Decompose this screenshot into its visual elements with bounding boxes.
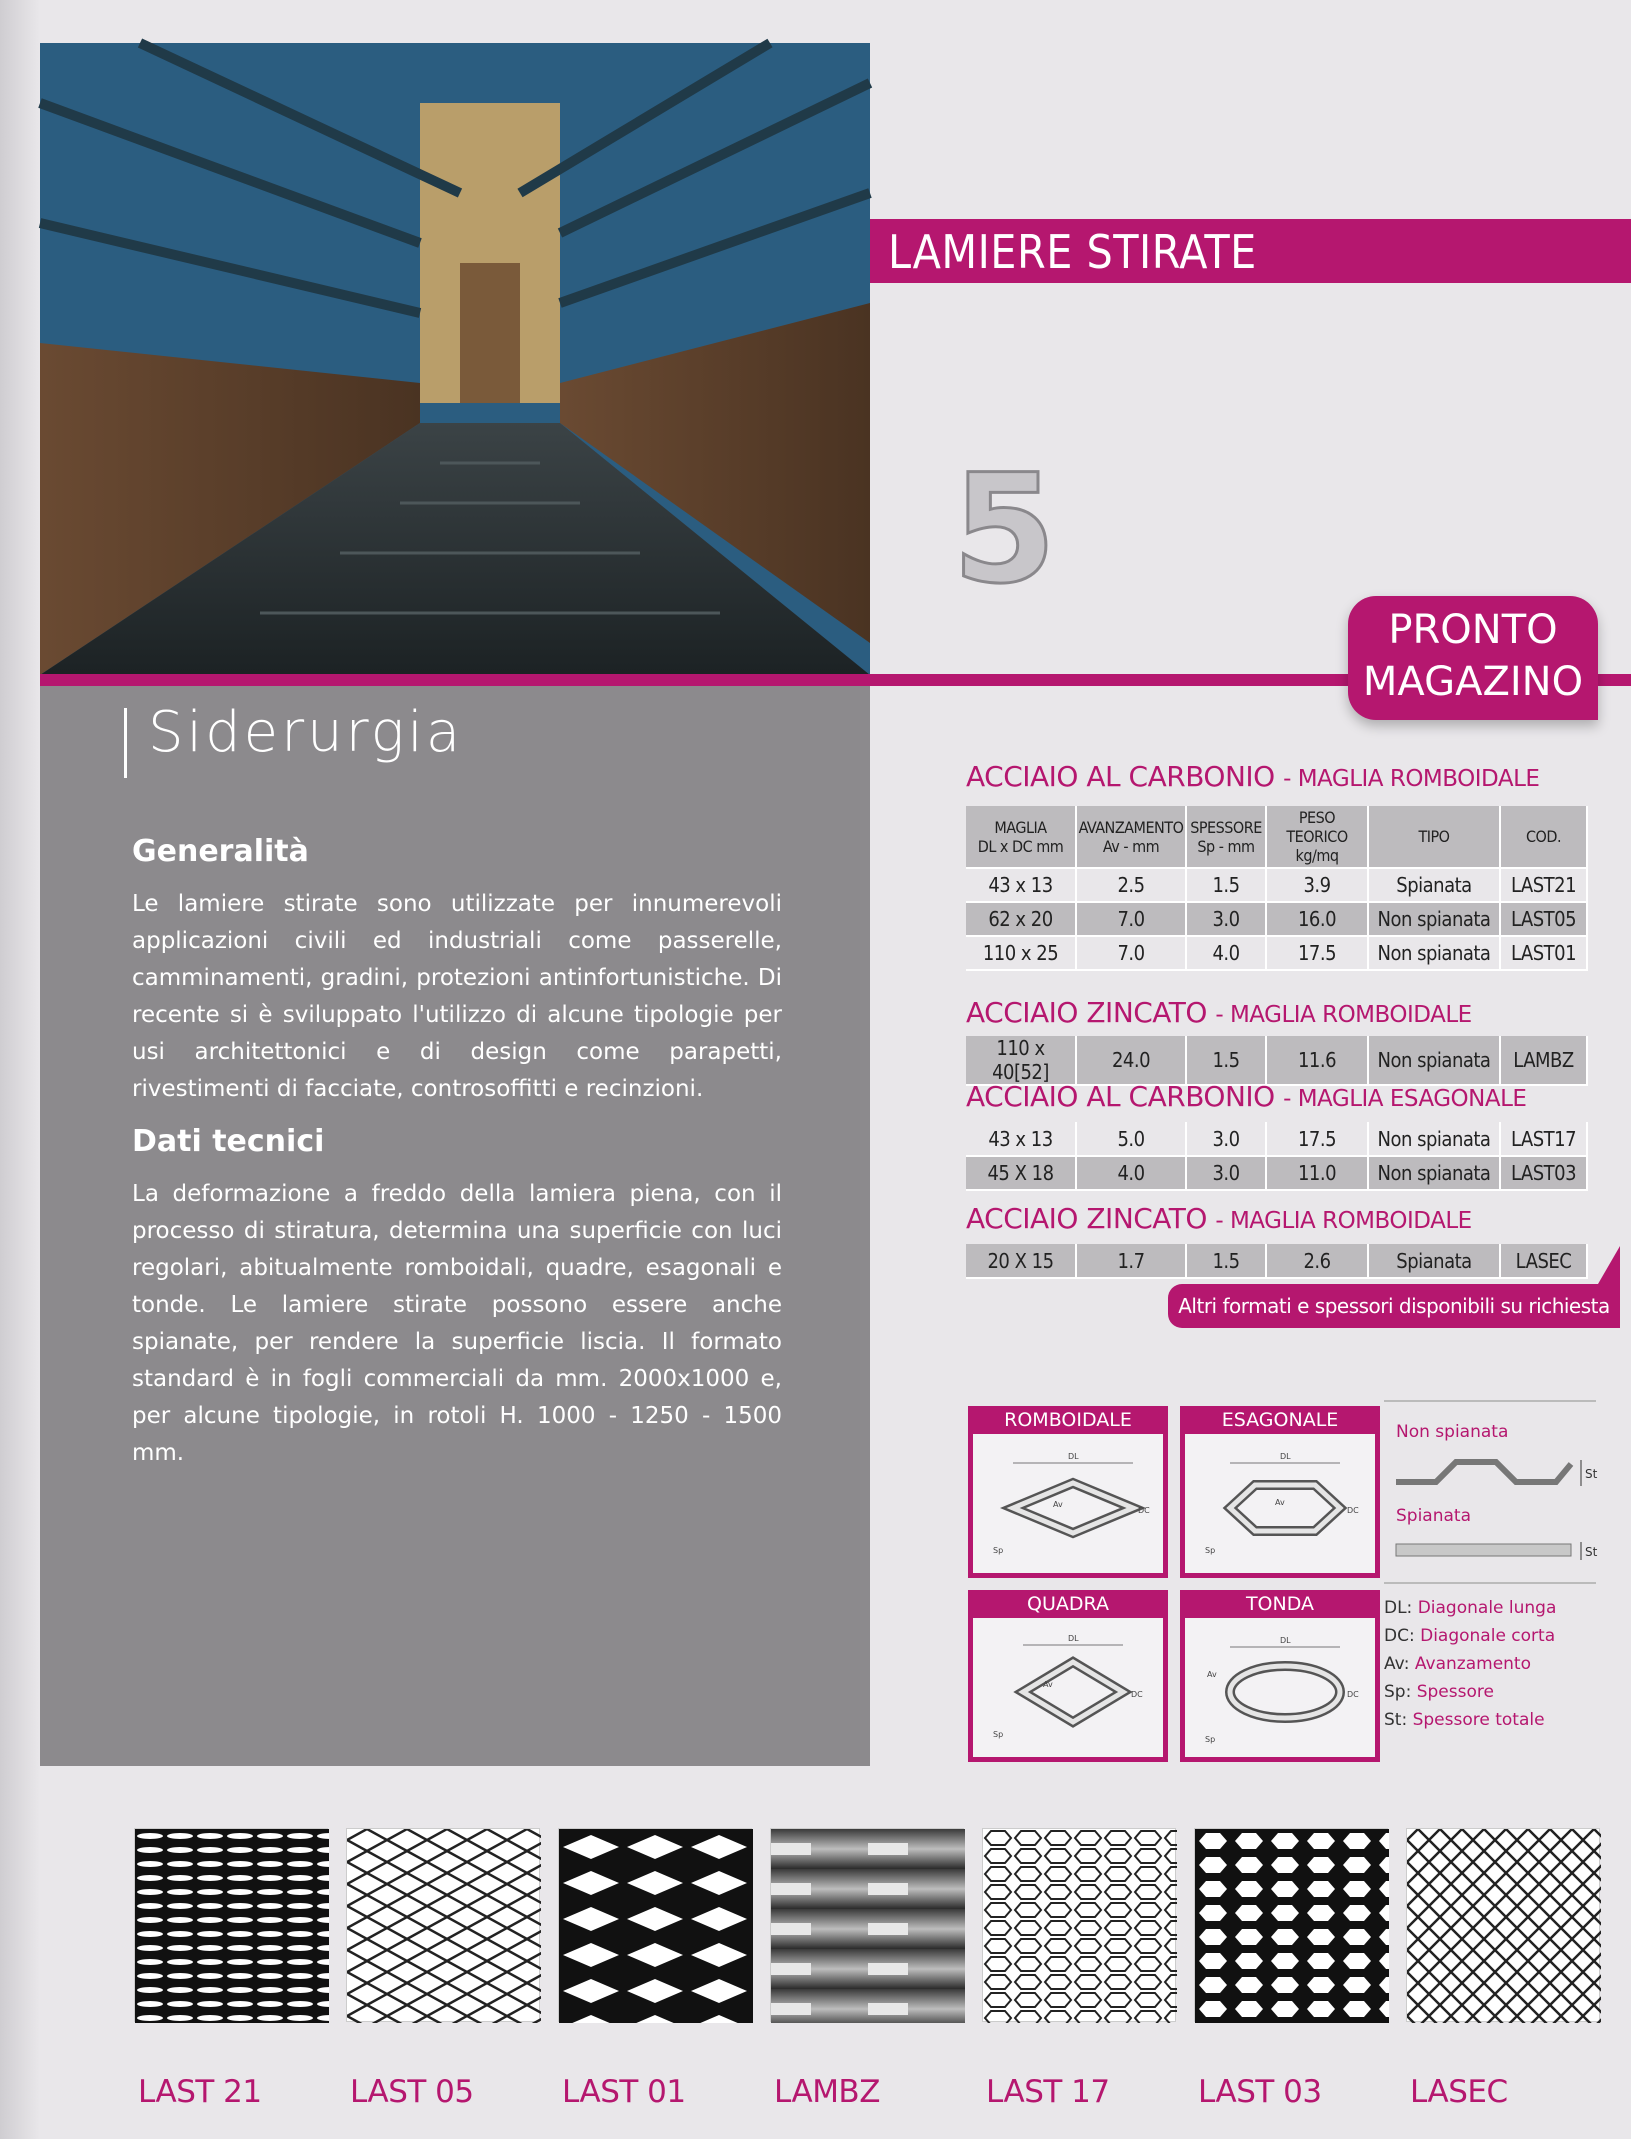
tonda-mesh-icon bbox=[1195, 1627, 1375, 1757]
dc-label: DC bbox=[1347, 1506, 1359, 1515]
col-av-l2: Av - mm bbox=[1102, 836, 1160, 856]
cell-av: 7.0 bbox=[1076, 936, 1186, 970]
col-avanzamento bbox=[1076, 806, 1186, 868]
dl-label: DL bbox=[1068, 1452, 1079, 1461]
col-peso-l2: kg/mq bbox=[1295, 846, 1339, 865]
swatch-label: LASEC bbox=[1410, 2074, 1508, 2110]
dl-label: DL bbox=[1068, 1634, 1079, 1643]
esagonale-mesh-icon bbox=[1195, 1443, 1375, 1573]
legend-text: Diagonale lunga bbox=[1417, 1598, 1557, 1618]
cell-tipo: Non spianata bbox=[1368, 1036, 1500, 1085]
table1-title-sub: - MAGLIA ROMBOIDALE bbox=[1283, 766, 1540, 792]
cell-peso: 17.5 bbox=[1266, 1122, 1368, 1156]
cell-maglia: 43 x 13 bbox=[966, 1122, 1076, 1156]
cell-peso: 17.5 bbox=[1266, 936, 1368, 970]
last01-mesh-icon bbox=[559, 1829, 753, 2023]
table2-title-sub: - MAGLIA ROMBOIDALE bbox=[1215, 1002, 1472, 1028]
cell-maglia: 45 X 18 bbox=[966, 1156, 1076, 1190]
last05-mesh-icon bbox=[347, 1829, 541, 2023]
page-edge bbox=[0, 0, 40, 2139]
chapter-title-band bbox=[870, 219, 1631, 283]
cell-maglia: 43 x 13 bbox=[966, 868, 1076, 902]
cell-cod: LAST03 bbox=[1500, 1156, 1587, 1190]
legend-text: Avanzamento bbox=[1414, 1654, 1531, 1674]
table1-title bbox=[966, 760, 1539, 793]
cell-av: 4.0 bbox=[1076, 1156, 1186, 1190]
table-row bbox=[966, 1156, 1587, 1190]
abbreviation-legend bbox=[1384, 1594, 1596, 1764]
legend-item bbox=[1384, 1678, 1596, 1706]
cell-sp: 3.0 bbox=[1186, 1122, 1266, 1156]
table-row bbox=[966, 1244, 1587, 1278]
cell-tipo: Spianata bbox=[1368, 868, 1500, 902]
cell-tipo: Non spianata bbox=[1368, 936, 1500, 970]
availability-note: Altri formati e spessori disponibili su richiesta bbox=[1168, 1284, 1620, 1328]
table2-title-main: ACCIAIO ZINCATO bbox=[966, 996, 1207, 1029]
col-peso-l1: PESO TEORICO bbox=[1286, 808, 1348, 846]
heading-dati-tecnici: Dati tecnici bbox=[132, 1124, 325, 1159]
swatch-label: LAST 21 bbox=[138, 2074, 262, 2110]
cell-sp: 1.5 bbox=[1186, 1036, 1266, 1085]
badge-line2: MAGAZINO bbox=[1362, 659, 1584, 705]
table2 bbox=[966, 1036, 1588, 1086]
diagram-romboidale-label: ROMBOIDALE bbox=[968, 1406, 1168, 1434]
section-title-text: Siderurgia bbox=[148, 700, 464, 765]
dc-label: DC bbox=[1131, 1690, 1143, 1699]
dl-label: DL bbox=[1280, 1636, 1291, 1645]
legend-text: Spessore bbox=[1416, 1682, 1494, 1702]
cell-cod: LAST17 bbox=[1500, 1122, 1587, 1156]
non-spianata-label: Non spianata bbox=[1396, 1422, 1509, 1442]
paragraph-dati-tecnici: La deformazione a freddo della lamiera piena, con il processo di stiratura, determina una superficie con luci regolari, abitualmente romboidali, quadre, esagonali e tonde. Le lamiere stirate possono essere anche spianate, per rendere la superficie liscia. Il formato standard è in fogli commerciali da mm. 2000x1000 e, per alcune tipologie, in rotoli H. 1000 - 1250 - 1500 mm. bbox=[132, 1181, 782, 1466]
lasec-mesh-icon bbox=[1407, 1829, 1601, 2023]
cell-maglia: 110 x 25 bbox=[966, 936, 1076, 970]
legend-item bbox=[1384, 1706, 1596, 1734]
cell-peso: 3.9 bbox=[1266, 868, 1368, 902]
cell-av: 2.5 bbox=[1076, 868, 1186, 902]
paragraph-generalita: Le lamiere stirate sono utilizzate per innumerevoli applicazioni civili ed industriali come passerelle, camminamenti, gradini, protezioni antinfortunistiche. Di recente si è sviluppato l'utilizzo di alcune tipologie per usi architettonici e di design come parapetti, rivestimenti di facciate, controsoffitti e recinzioni. bbox=[132, 891, 782, 1102]
swatch-label: LAST 01 bbox=[562, 2074, 686, 2110]
chapter-number: 5 bbox=[952, 443, 1057, 617]
cell-peso: 11.6 bbox=[1266, 1036, 1368, 1085]
table4 bbox=[966, 1244, 1588, 1279]
cell-sp: 4.0 bbox=[1186, 936, 1266, 970]
cell-av: 1.7 bbox=[1076, 1244, 1186, 1278]
sp-label: Sp bbox=[1205, 1735, 1216, 1744]
spianata-label: Spianata bbox=[1396, 1506, 1471, 1526]
cell-cod: LASEC bbox=[1500, 1244, 1587, 1278]
st-label: St bbox=[1585, 1467, 1598, 1481]
swatch-last01 bbox=[558, 1828, 752, 2022]
profile-legend bbox=[1384, 1400, 1596, 1584]
col-peso bbox=[1266, 806, 1368, 868]
table3-title bbox=[966, 1080, 1526, 1113]
romboidale-mesh-icon bbox=[983, 1443, 1163, 1573]
sp-label: Sp bbox=[993, 1546, 1004, 1555]
table-row bbox=[966, 1036, 1587, 1085]
walkway-photo bbox=[40, 43, 870, 675]
chapter-title: LAMIERE STIRATE bbox=[888, 225, 1257, 279]
av-label: Av bbox=[1275, 1498, 1285, 1507]
legend-text: Diagonale corta bbox=[1420, 1626, 1556, 1646]
cell-cod: LAMBZ bbox=[1500, 1036, 1587, 1085]
swatch-lasec bbox=[1406, 1828, 1600, 2022]
swatch-last03 bbox=[1194, 1828, 1388, 2022]
table4-title-sub: - MAGLIA ROMBOIDALE bbox=[1215, 1208, 1472, 1234]
cell-maglia: 110 x 40[52] bbox=[966, 1036, 1076, 1085]
table1-title-main: ACCIAIO AL CARBONIO bbox=[966, 760, 1275, 793]
cell-tipo: Non spianata bbox=[1368, 902, 1500, 936]
col-tipo: TIPO bbox=[1368, 806, 1500, 868]
table-row bbox=[966, 868, 1587, 902]
diagram-quadra bbox=[968, 1590, 1168, 1762]
last03-mesh-icon bbox=[1195, 1829, 1389, 2023]
legend-key: St: bbox=[1384, 1710, 1408, 1730]
swatch-lambz bbox=[770, 1828, 964, 2022]
legend-key: DC: bbox=[1384, 1626, 1415, 1646]
badge-line1: PRONTO bbox=[1388, 607, 1558, 653]
table1 bbox=[966, 806, 1588, 971]
cell-maglia: 62 x 20 bbox=[966, 902, 1076, 936]
cell-tipo: Non spianata bbox=[1368, 1156, 1500, 1190]
swatch-last05 bbox=[346, 1828, 540, 2022]
av-label: Av bbox=[1053, 1500, 1063, 1509]
quadra-mesh-icon bbox=[983, 1627, 1163, 1757]
diagram-romboidale bbox=[968, 1406, 1168, 1578]
table2-title bbox=[966, 996, 1472, 1029]
table-row bbox=[966, 1122, 1587, 1156]
sp-label: Sp bbox=[1205, 1546, 1216, 1555]
diagram-tonda-label: TONDA bbox=[1180, 1590, 1380, 1618]
legend-key: DL: bbox=[1384, 1598, 1413, 1618]
cell-cod: LAST05 bbox=[1500, 902, 1587, 936]
table1-header-row bbox=[966, 806, 1587, 868]
col-spessore bbox=[1186, 806, 1266, 868]
lambz-mesh-icon bbox=[771, 1829, 965, 2023]
cell-av: 5.0 bbox=[1076, 1122, 1186, 1156]
cell-tipo: Non spianata bbox=[1368, 1122, 1500, 1156]
av-label: Av bbox=[1207, 1670, 1217, 1679]
table3-title-main: ACCIAIO AL CARBONIO bbox=[966, 1080, 1275, 1113]
dl-label: DL bbox=[1280, 1452, 1291, 1461]
cell-sp: 3.0 bbox=[1186, 1156, 1266, 1190]
spianata-profile-icon bbox=[1396, 1536, 1596, 1566]
cell-peso: 16.0 bbox=[1266, 902, 1368, 936]
non-spianata-profile-icon bbox=[1396, 1452, 1596, 1492]
diagram-esagonale-label: ESAGONALE bbox=[1180, 1406, 1380, 1434]
swatch-last17 bbox=[982, 1828, 1176, 2022]
cell-cod: LAST01 bbox=[1500, 936, 1587, 970]
legend-key: Av: bbox=[1384, 1654, 1410, 1674]
swatch-label: LAMBZ bbox=[774, 2074, 880, 2110]
cell-av: 24.0 bbox=[1076, 1036, 1186, 1085]
diagram-tonda bbox=[1180, 1590, 1380, 1762]
note-tip bbox=[1598, 1246, 1620, 1284]
cell-sp: 1.5 bbox=[1186, 1244, 1266, 1278]
table4-title-main: ACCIAIO ZINCATO bbox=[966, 1202, 1207, 1235]
legend-item bbox=[1384, 1594, 1596, 1622]
st-label: St bbox=[1585, 1545, 1598, 1559]
cell-peso: 11.0 bbox=[1266, 1156, 1368, 1190]
col-av-l1: AVANZAMENTO bbox=[1078, 817, 1184, 837]
cell-cod: LAST21 bbox=[1500, 868, 1587, 902]
legend-item bbox=[1384, 1650, 1596, 1678]
section-title bbox=[82, 700, 463, 765]
cell-tipo: Spianata bbox=[1368, 1244, 1500, 1278]
cell-sp: 3.0 bbox=[1186, 902, 1266, 936]
cell-av: 7.0 bbox=[1076, 902, 1186, 936]
legend-item bbox=[1384, 1622, 1596, 1650]
pronto-magazino-badge bbox=[1348, 596, 1598, 720]
dc-label: DC bbox=[1138, 1506, 1150, 1515]
cell-sp: 1.5 bbox=[1186, 868, 1266, 902]
col-sp-l1: SPESSORE bbox=[1190, 817, 1262, 837]
av-label: Av bbox=[1043, 1680, 1053, 1689]
table-row bbox=[966, 936, 1587, 970]
diagram-esagonale bbox=[1180, 1406, 1380, 1578]
sp-label: Sp bbox=[993, 1730, 1004, 1739]
diagram-quadra-label: QUADRA bbox=[968, 1590, 1168, 1618]
table-row bbox=[966, 902, 1587, 936]
table3 bbox=[966, 1122, 1588, 1191]
col-maglia-l1: MAGLIA bbox=[994, 817, 1047, 837]
col-maglia bbox=[966, 806, 1076, 868]
col-maglia-l2: DL x DC mm bbox=[977, 836, 1064, 856]
last17-mesh-icon bbox=[983, 1829, 1177, 2023]
col-sp-l2: Sp - mm bbox=[1197, 836, 1255, 856]
table4-title bbox=[966, 1202, 1472, 1235]
swatch-label: LAST 17 bbox=[986, 2074, 1110, 2110]
dc-label: DC bbox=[1347, 1690, 1359, 1699]
col-cod: COD. bbox=[1500, 806, 1587, 868]
cell-peso: 2.6 bbox=[1266, 1244, 1368, 1278]
swatch-label: LAST 05 bbox=[350, 2074, 474, 2110]
table3-title-sub: - MAGLIA ESAGONALE bbox=[1283, 1086, 1527, 1112]
walkway-illustration bbox=[40, 43, 870, 675]
legend-key: Sp: bbox=[1384, 1682, 1412, 1702]
heading-generalita: Generalità bbox=[132, 834, 309, 869]
swatch-label: LAST 03 bbox=[1198, 2074, 1322, 2110]
last21-mesh-icon bbox=[135, 1829, 329, 2023]
cell-maglia: 20 X 15 bbox=[966, 1244, 1076, 1278]
swatch-last21 bbox=[134, 1828, 328, 2022]
legend-text: Spessore totale bbox=[1412, 1710, 1545, 1730]
